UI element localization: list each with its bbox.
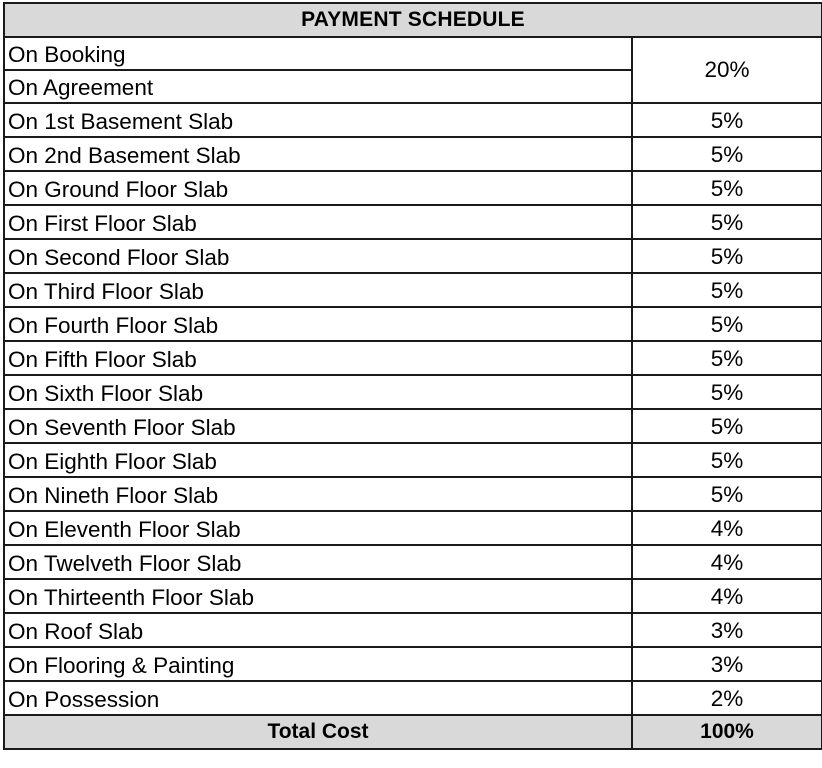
row-label: On Third Floor Slab: [4, 273, 632, 307]
row-label: On Twelveth Floor Slab: [4, 545, 632, 579]
total-row: [4, 715, 822, 749]
table-row: [4, 409, 822, 443]
row-label: On Eighth Floor Slab: [4, 443, 632, 477]
table-row: [4, 341, 822, 375]
total-label: Total Cost: [4, 715, 632, 749]
table-row: [4, 545, 822, 579]
row-label: On Agreement: [4, 70, 632, 103]
row-value: 5%: [632, 205, 822, 239]
table-row: [4, 37, 822, 70]
row-label: On Thirteenth Floor Slab: [4, 579, 632, 613]
table-title: PAYMENT SCHEDULE: [4, 3, 822, 37]
row-label: On First Floor Slab: [4, 205, 632, 239]
table-row: [4, 477, 822, 511]
row-label: On Booking: [4, 37, 632, 70]
row-label: On Possession: [4, 681, 632, 715]
row-value: 5%: [632, 307, 822, 341]
row-value: 4%: [632, 511, 822, 545]
title-row: [4, 3, 822, 37]
row-value: 5%: [632, 341, 822, 375]
row-value: 4%: [632, 545, 822, 579]
row-label: On Nineth Floor Slab: [4, 477, 632, 511]
row-value: 5%: [632, 171, 822, 205]
table-row: [4, 443, 822, 477]
table-row: [4, 239, 822, 273]
row-label: On Eleventh Floor Slab: [4, 511, 632, 545]
row-label: On 2nd Basement Slab: [4, 137, 632, 171]
row-value: 3%: [632, 647, 822, 681]
row-label: On Sixth Floor Slab: [4, 375, 632, 409]
table-row: [4, 273, 822, 307]
row-value: 5%: [632, 103, 822, 137]
table-row: [4, 579, 822, 613]
row-value: 5%: [632, 273, 822, 307]
table-row: [4, 681, 822, 715]
row-value: 5%: [632, 375, 822, 409]
row-label: On Seventh Floor Slab: [4, 409, 632, 443]
table-row: [4, 171, 822, 205]
row-label: On Roof Slab: [4, 613, 632, 647]
table-row: [4, 205, 822, 239]
row-label: On Fifth Floor Slab: [4, 341, 632, 375]
row-label: On Ground Floor Slab: [4, 171, 632, 205]
row-label: On Flooring & Painting: [4, 647, 632, 681]
table-row: [4, 647, 822, 681]
table-row: [4, 137, 822, 171]
row-label: On Second Floor Slab: [4, 239, 632, 273]
row-label: On Fourth Floor Slab: [4, 307, 632, 341]
row-value: 5%: [632, 137, 822, 171]
table-row: [4, 103, 822, 137]
row-value: 3%: [632, 613, 822, 647]
row-value: 2%: [632, 681, 822, 715]
table-row: [4, 613, 822, 647]
row-value: 5%: [632, 239, 822, 273]
row-label: On 1st Basement Slab: [4, 103, 632, 137]
payment-schedule-table: [3, 2, 822, 750]
total-value: 100%: [632, 715, 822, 749]
table-row: [4, 375, 822, 409]
table-row: [4, 307, 822, 341]
table-row: [4, 511, 822, 545]
row-value: 5%: [632, 477, 822, 511]
row-value: 5%: [632, 409, 822, 443]
row-value: 4%: [632, 579, 822, 613]
row-value: 20%: [632, 37, 822, 103]
row-value: 5%: [632, 443, 822, 477]
